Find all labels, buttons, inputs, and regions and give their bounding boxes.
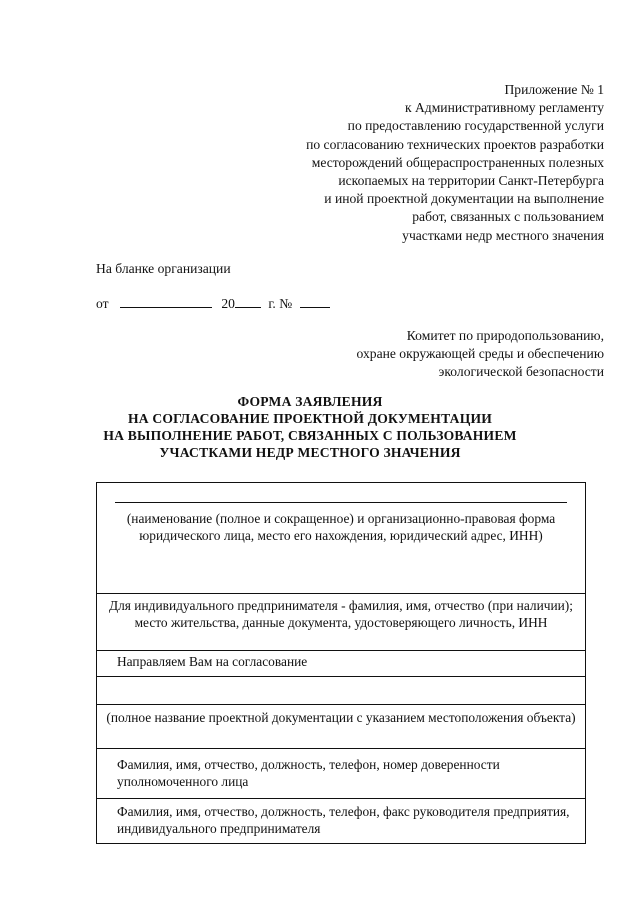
appendix-line: участками недр местного значения (402, 227, 604, 243)
appendix-line: и иной проектной документации на выполнение (324, 191, 604, 207)
appendix-line: месторождений общераспространенных полезных (311, 154, 604, 170)
org-blank-note: На бланке организации (96, 261, 231, 276)
manager-row[interactable] (97, 799, 585, 843)
form-title-line: НА СОГЛАСОВАНИЕ ПРОЕКТНОЙ ДОКУМЕНТАЦИИ (127, 411, 493, 426)
year-fill-blank[interactable] (235, 296, 261, 308)
document-caption-row (97, 705, 585, 749)
addressee-line: Комитет по природопользованию, (406, 328, 604, 343)
appendix-header (306, 81, 604, 245)
document-name-input-row[interactable] (97, 677, 585, 705)
entrepreneur-row[interactable] (97, 594, 585, 651)
date-fill-blank[interactable] (120, 296, 212, 308)
form-title-line: НА ВЫПОЛНЕНИЕ РАБОТ, СВЯЗАННЫХ С ПОЛЬЗОВАНИЕМ (103, 428, 517, 443)
org-name-row[interactable] (97, 502, 585, 594)
representative-row[interactable] (97, 749, 585, 799)
addressee-line: экологической безопасности (438, 364, 604, 379)
org-name-caption: (наименование (полное и сокращенное) и организационно-правовая форма юридического лица, место его нахождения, юридический адрес, ИНН) (126, 511, 556, 543)
appendix-line: по предоставлению государственной услуги (347, 118, 604, 134)
manager-text: Фамилия, имя, отчество, должность, телефон, факс руководителя предприятия, индивидуального предпринимателя (117, 804, 570, 836)
date-number-line (96, 296, 330, 312)
sending-text: Направляем Вам на согласование (117, 654, 308, 669)
representative-text: Фамилия, имя, отчество, должность, телефон, номер доверенности уполномоченного лица (117, 757, 500, 789)
appendix-line: работ, связанных с пользованием (412, 209, 604, 225)
entrepreneur-text: Для индивидуального предпринимателя - фамилия, имя, отчество (при наличии); место жительства, данные документа, удостоверяющего личность, ИНН (108, 598, 573, 630)
application-form-table (96, 482, 586, 844)
form-title-line: УЧАСТКАМИ НЕДР МЕСТНОГО ЗНАЧЕНИЯ (159, 445, 461, 460)
number-fill-blank[interactable] (300, 296, 330, 308)
form-title-line: ФОРМА ЗАЯВЛЕНИЯ (237, 394, 383, 409)
year-prefix: 20 (221, 296, 235, 311)
addressee-line: охране окружающей среды и обеспечению (356, 346, 604, 361)
document-caption: (полное название проектной документации с указанием местоположения объекта) (106, 710, 576, 725)
appendix-line: к Административному регламенту (404, 100, 604, 116)
form-title (90, 393, 530, 461)
appendix-line: ископаемых на территории Санкт-Петербурга (338, 173, 604, 189)
appendix-line: по согласованию технических проектов разработки (306, 136, 604, 152)
appendix-line: Приложение № 1 (504, 82, 604, 97)
sending-row (97, 651, 585, 677)
addressee-block (357, 327, 604, 381)
number-label: г. № (268, 296, 293, 311)
date-from-label: от (96, 296, 109, 311)
org-name-fill-line (115, 502, 567, 503)
